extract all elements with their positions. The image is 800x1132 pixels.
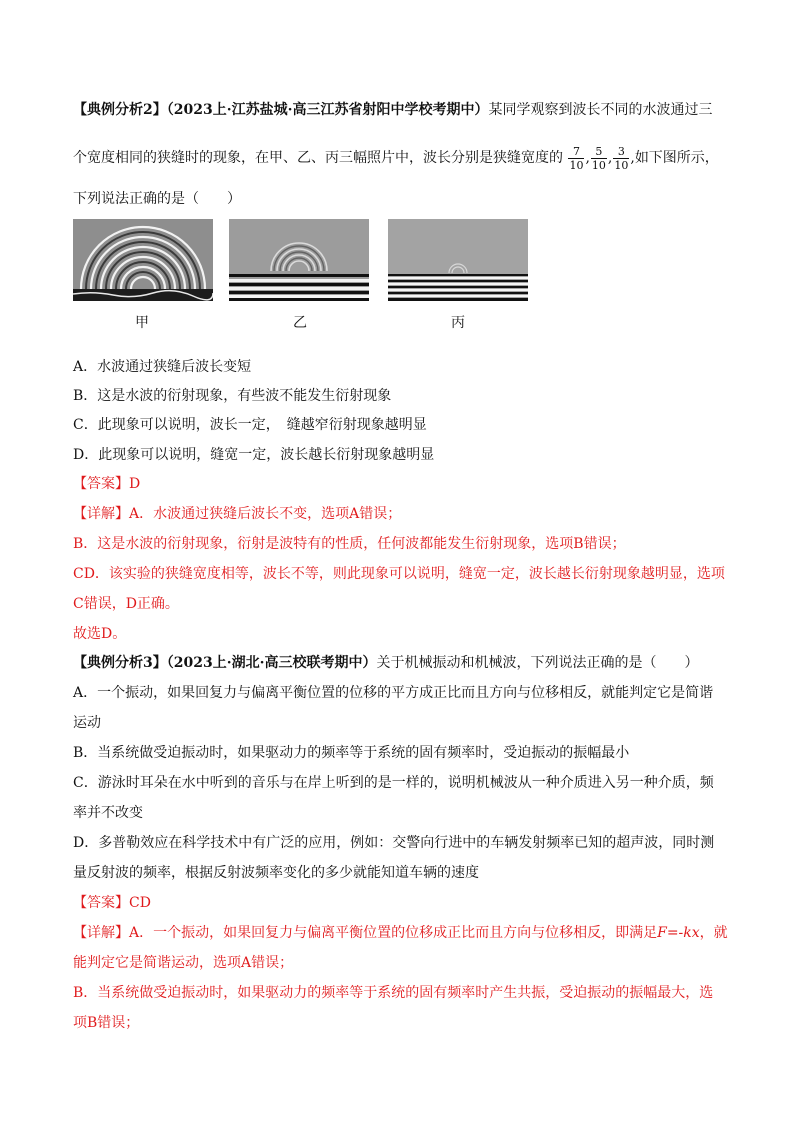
ex3-detail-1a: 【详解】A．一个振动，如果回复力与偏离平衡位置的位移成正比而且方向与位移相反，即满足	[73, 925, 658, 941]
ex3-option-d-line1: D．多普勒效应在科学技术中有广泛的应用，例如：交警向行进中的车辆发射频率已知的超声波，同时测	[73, 835, 715, 851]
ex3-stem-text: 关于机械振动和机械波，下列说法正确的是（ ）	[376, 655, 699, 671]
ex2-stem-line1	[73, 100, 712, 120]
ex2-source: （2023上·江苏盐城·高三江苏省射阳中学校考期中）	[166, 102, 489, 118]
ex3-tag: 【典例分析3】	[73, 655, 167, 671]
ex3-stem	[73, 653, 698, 673]
caption-jia: 甲	[135, 315, 149, 331]
caption-yi: 乙	[293, 315, 307, 331]
ex3-option-d-line2: 量反射波的频率，根据反射波频率变化的多少就能知道车辆的速度	[73, 865, 479, 881]
photo-bing	[388, 219, 528, 301]
ex2-stem2b: 如下图所示，	[634, 150, 719, 166]
ex3-detail-4: 项B错误；	[73, 1015, 140, 1031]
fraction-3: $\frac{3}{10}$	[614, 144, 629, 172]
fraction-sep-3: ,	[630, 150, 635, 166]
ex3-option-b: B．当系统做受迫振动时，如果驱动力的频率等于系统的固有频率时，受迫振动的振幅最小	[73, 745, 630, 761]
ex3-source: （2023上·湖北·高三校联考期中）	[166, 655, 377, 671]
ex2-detail-1: 【详解】A．水波通过狭缝后波长不变，选项A错误；	[73, 506, 402, 522]
fraction-sep-1: ,	[585, 150, 590, 166]
ex2-detail-3: CD．该实验的狭缝宽度相等，波长不等，则此现象可以说明，缝宽一定，波长越长衍射现象越明显，选项	[73, 566, 725, 582]
ex2-stem-line2	[73, 141, 719, 175]
ex2-detail-5: 故选D。	[73, 626, 127, 642]
ex3-detail-3: B．当系统做受迫振动时，如果驱动力的频率等于系统的固有频率时产生共振，受迫振动的振幅最大，选	[73, 985, 714, 1001]
ex2-option-d: D．此现象可以说明，缝宽一定，波长越长衍射现象越明显	[73, 447, 435, 463]
fraction-2: $\frac{5}{10}$	[591, 144, 606, 172]
ex2-option-c: C．此现象可以说明，波长一定， 缝越窄衍射现象越明显	[73, 417, 427, 433]
ex2-option-b: B．这是水波的衍射现象，有些波不能发生衍射现象	[73, 388, 392, 404]
ex3-option-a-line1: A．一个振动，如果回复力与偏离平衡位置的位移的平方成正比而且方向与位移相反，就能判定它是简谐	[73, 685, 714, 701]
ex3-detail-2: 能判定它是简谐运动，选项A错误；	[73, 955, 294, 971]
ex2-stem1: 某同学观察到波长不同的水波通过三	[488, 102, 713, 118]
ex3-answer: 【答案】CD	[73, 895, 151, 911]
ex2-stem2a: 个宽度相同的狭缝时的现象，在甲、乙、丙三幅照片中，波长分别是狭缝宽度的	[73, 150, 563, 166]
ex2-tag: 【典例分析2】	[73, 102, 167, 118]
caption-bing: 丙	[451, 315, 465, 331]
ex3-detail-1b: ，就	[699, 925, 728, 941]
photo-jia	[73, 219, 213, 301]
ex3-option-a-line2: 运动	[73, 715, 101, 731]
ex3-option-c-line2: 率并不改变	[73, 805, 143, 821]
ex3-detail-1	[73, 923, 728, 943]
ex2-detail-2: B．这是水波的衍射现象，衍射是波特有的性质，任何波都能发生衍射现象，选项B错误；	[73, 536, 626, 552]
fraction-1: $\frac{7}{10}$	[569, 144, 584, 172]
ex2-detail-4: C错误，D正确。	[73, 596, 179, 612]
ex2-option-a: A．水波通过狭缝后波长变短	[73, 359, 252, 375]
ex3-formula: F=-kx	[657, 925, 700, 941]
fraction-sep-2: ,	[607, 150, 613, 166]
ex3-option-c-line1: C．游泳时耳朵在水中听到的音乐与在岸上听到的是一样的，说明机械波从一种介质进入另一种介质，频	[73, 775, 714, 791]
ex2-answer: 【答案】D	[73, 476, 141, 492]
ex2-stem-line3: 下列说法正确的是（ ）	[73, 191, 241, 207]
photo-yi	[229, 219, 369, 301]
